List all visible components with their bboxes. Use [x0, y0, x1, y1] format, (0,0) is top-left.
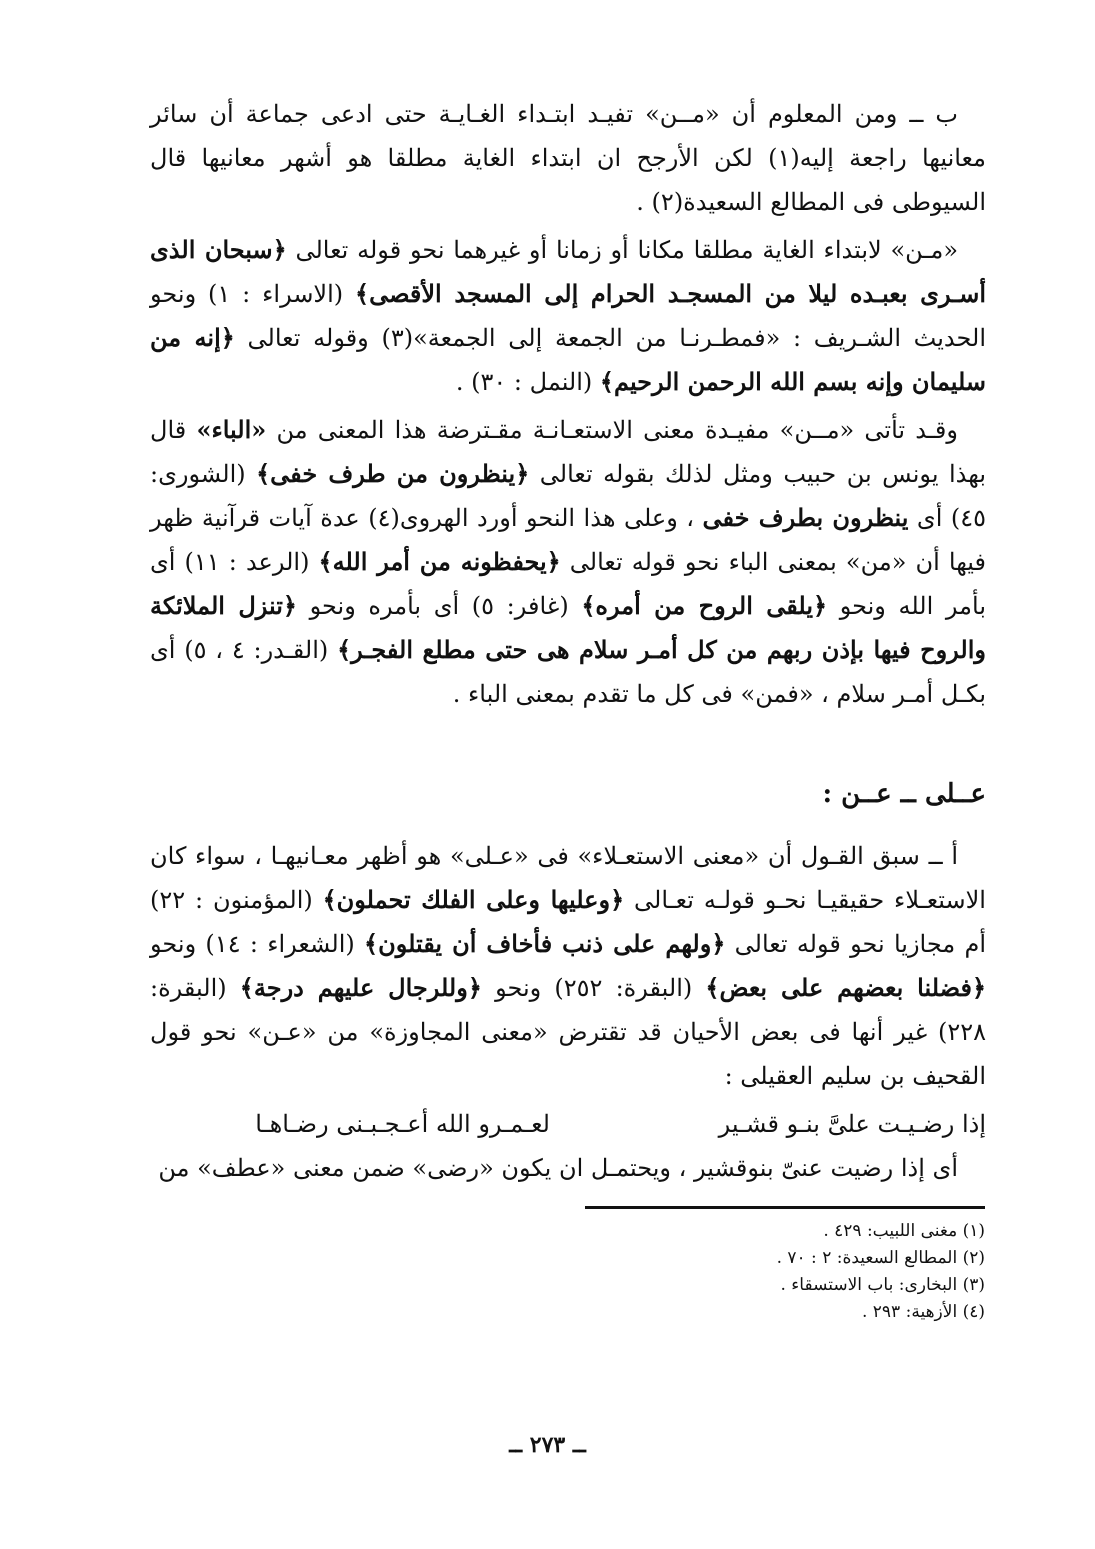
page-number: ــ ٢٧٣ ــ	[509, 1432, 586, 1458]
quran-quote: ﴿إنه من سليمان وإنه بسم الله الرحمن الرحيم﴾	[150, 323, 986, 396]
text-span: (البقرة: ٢٢٨) غير أنها فى بعض الأحيان قد تقترض «معنى المجاوزة» من «عـن» نحو قول القحيف بن سليم العقيلى :	[150, 974, 986, 1090]
text-span: قال بهذا يونس بن حبيب ومثل لذلك بقوله تعالى	[150, 416, 986, 488]
text-span: (غافر: ٥) أى بأمره ونحو	[297, 592, 582, 620]
text-span: (النمل : ٣٠) .	[455, 368, 600, 396]
bold-term: ينظرون بطرف خفى	[702, 503, 909, 532]
paragraph-min-intro	[150, 92, 986, 224]
text-span: وقـد تأتى «مــن» مفيـدة معنى الاستعـانـة مقـترضة هذا المعنى من	[266, 416, 958, 444]
paragraph-ala	[150, 834, 986, 1098]
paragraph-min-istiana	[150, 408, 986, 716]
text-span: (البقرة: ٢٥٢) ونحو	[481, 974, 706, 1002]
footnote: (٤) الأزهية: ٢٩٣ .	[861, 1302, 985, 1322]
quran-quote: ﴿ولهم على ذنب فأخاف أن يقتلون﴾	[364, 929, 726, 958]
text-span: (الشعراء : ١٤) ونحو	[150, 930, 364, 958]
quran-quote: ﴿يحفظونه من أمر الله﴾	[318, 547, 561, 576]
footnotes	[560, 1218, 985, 1326]
quran-quote: ﴿وللرجال عليهم درجة﴾	[239, 973, 482, 1002]
quran-quote: ﴿سبحان الذى أسـرى بعبـده ليلا من المسجـد الحرام إلى المسجد الأقصى﴾	[150, 235, 987, 308]
footnote: (٣) البخارى: باب الاستسقاء .	[780, 1275, 985, 1295]
footnote-separator	[585, 1206, 985, 1209]
quran-quote: ﴿فضلنا بعضهم على بعض﴾	[705, 973, 987, 1002]
main-text	[150, 92, 986, 1194]
text-span: «مـن» لابتداء الغاية مطلقا مكانا أو زمانا أو غيرهما نحو قوله تعالى	[286, 236, 959, 264]
poetry-verse	[150, 1102, 986, 1146]
text-span: ، وعلى هذا النحو أورد الهروى(٤) عدة آيات قرآنية ظهر فيها أن «من» بمعنى الباء نحو قوله تعالى	[150, 504, 986, 576]
quran-quote: ﴿ينظرون من طرف خفى﴾	[256, 459, 530, 488]
text-span: (الاسراء : ١) ونحو الحديث الشـريف : «فمطـرنـا من الجمعة إلى الجمعة»(٣) وقوله تعالى	[150, 280, 987, 352]
text-span: (الشورى: ٤٥) أى	[150, 460, 986, 532]
paragraph-text: ب ــ ومن المعلوم أن «مــن» تفيـد ابتـداء الغـايـة حتى ادعى جماعة أن سائر معانيها راجعة إليه(١) لكن الأرجح ان ابتداء الغاية مطلقا هو أشهر معانيها قال السيوطى فى المطالع السعيدة(٢) .	[150, 100, 986, 216]
text-span: أ ــ سبق القـول أن «معنى الاستعـلاء» فى «عـلى» هو أظهر معـانيهـا ، سواء كان الاستعـلاء حقيقيـا نحـو قولـه تعـالى	[150, 842, 986, 914]
verse-first-hemistich: إذا رضـيـت علىَّ بنـو قشـير	[718, 1110, 986, 1138]
paragraph-min-ibtida	[150, 228, 986, 404]
quran-quote: ﴿يلقى الروح من أمره﴾	[581, 591, 828, 620]
text-span: (المؤمنون : ٢٢) أم مجازيا نحو قوله تعالى	[150, 886, 987, 958]
bold-term: «الباء»	[196, 415, 267, 444]
paragraph-continuation	[150, 1146, 986, 1190]
section-heading: عــلى ــ عــن :	[822, 779, 986, 809]
text-span: أى إذا رضيت عنىّ بنوقشير ، ويحتمـل ان يكون «رضى» ضمن معنى «عطف» من	[158, 1154, 958, 1182]
quran-quote: ﴿وعليها وعلى الفلك تحملون﴾	[322, 885, 625, 914]
verse-second-hemistich: لعـمـرو الله أعـجـبـنى رضـاهـا	[255, 1110, 550, 1138]
footnote: (٢) المطالع السعيدة: ٢ : ٧٠ .	[776, 1248, 985, 1268]
text-span: (الرعد : ١١) أى بأمر الله ونحو	[150, 548, 987, 620]
quran-quote: ﴿تنزل الملائكة والروح فيها بإذن ربهم من كل أمـر سلام هى حتى مطلع الفجـر﴾	[150, 591, 986, 664]
text-span: (القـدر: ٤ ، ٥) أى بكـل أمـر سلام ، «فمن» فى كل ما تقدم بمعنى الباء .	[150, 636, 986, 708]
footnote: (١) مغنى اللبيب: ٤٢٩ .	[823, 1221, 985, 1241]
